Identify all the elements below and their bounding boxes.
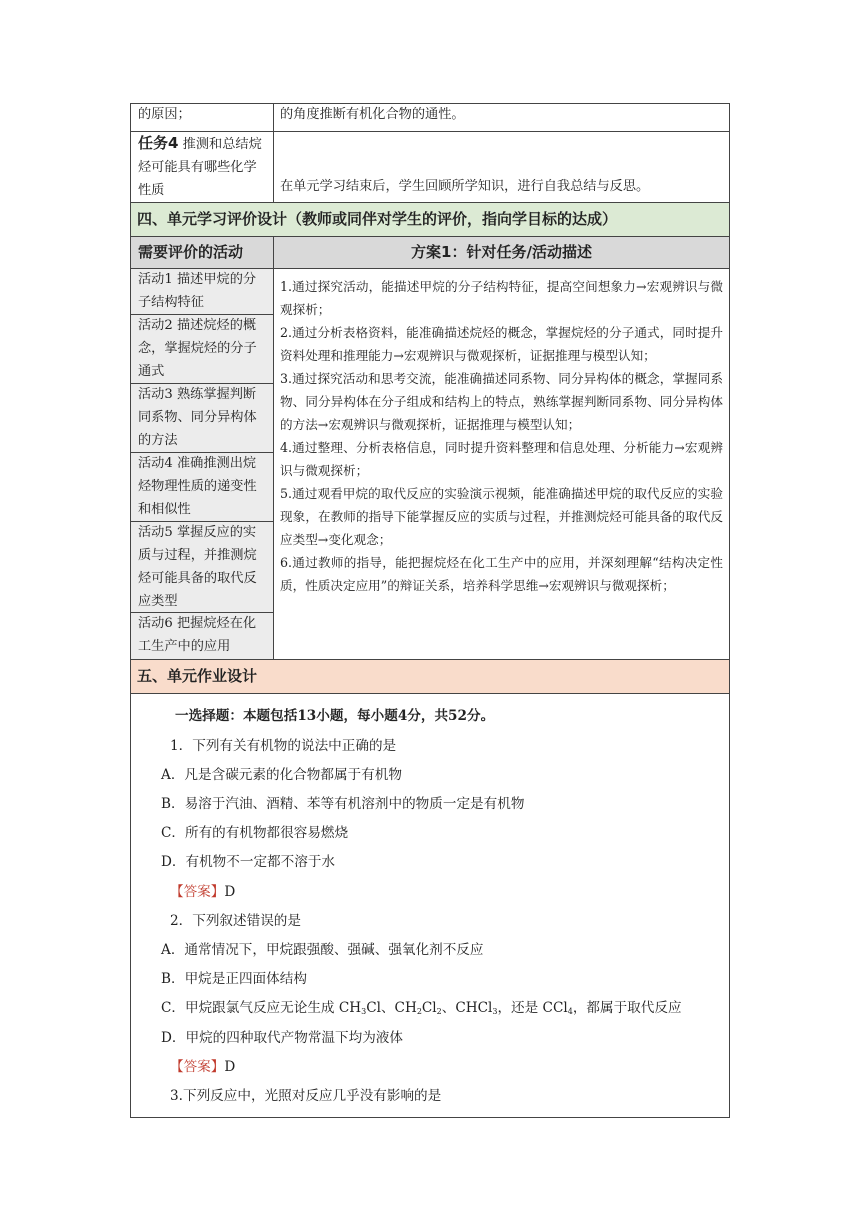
row-reason-right: 的角度推断有机化合物的通性。 xyxy=(274,104,730,132)
q1-answer xyxy=(161,878,711,907)
activity-item: 活动5 掌握反应的实质与过程，并推测烷烃可能具备的取代反应类型 xyxy=(131,522,273,613)
answer-value: D xyxy=(224,1058,236,1075)
q2-c-text: C．甲烷跟氯气反应无论生成 CH xyxy=(161,1000,362,1017)
question-1: 1．下列有关有机物的说法中正确的是 xyxy=(170,737,397,754)
description-item: 6.通过教师的指导，能把握烷烃在化工生产中的应用，并深刻理解“结构决定性质，性质决定应用”的辩证关系，培养科学思维→宏观辨识与微观探析； xyxy=(280,555,723,594)
task4-label: 任务4 xyxy=(138,134,179,152)
description-item: 5.通过观看甲烷的取代反应的实验演示视频，能准确描述甲烷的取代反应的实验现象，在教师的指导下能掌握反应的实质与过程，并推测烷烃可能具备的取代反应类型→变化观念； xyxy=(280,486,723,548)
select-heading: 一选择题：本题包括13小题，每小题4分，共52分。 xyxy=(175,708,495,725)
activity-item: 活动4 准确推测出烷烃物理性质的递变性和相似性 xyxy=(131,453,273,522)
q2-option-c: C．甲烷跟氯气反应无论生成 $CH_3Cl$、$CH_2Cl_2$、CHCl$_3$，还是 CCl$_4$，都属于取代反应 xyxy=(161,1000,682,1017)
description-item: 4.通过整理、分析表格信息，同时提升资料整理和信息处理、分析能力→宏观辨识与微观探析； xyxy=(280,440,723,479)
task4-right-cell xyxy=(274,132,730,203)
question-2: 2．下列叙述错误的是 xyxy=(170,912,301,929)
answer-value: D xyxy=(224,883,236,900)
section4-title: 四、单元学习评价设计（教师或同伴对学生的评价，指向学目标的达成） xyxy=(131,203,730,237)
activity-item: 活动1 描述甲烷的分子结构特征 xyxy=(131,269,273,315)
q2-c-text-3: ，都属于取代反应 xyxy=(572,1000,682,1017)
row-reason-left: 的原因； xyxy=(131,104,274,132)
answer-label: 【答案】 xyxy=(170,1058,225,1075)
q2-c-text-2: ，还是 CCl xyxy=(497,1000,568,1017)
q2-option: D．甲烷的四种取代产物常温下均为液体 xyxy=(161,1029,403,1046)
document-table-container xyxy=(130,103,730,1118)
q1-option: C．所有的有机物都很容易燃烧 xyxy=(161,825,349,842)
activity-item: 活动3 熟练掌握判断同系物、同分异构体的方法 xyxy=(131,384,273,453)
col-activity-header: 需要评价的活动 xyxy=(131,237,274,269)
q1-option: D．有机物不一定都不溶于水 xyxy=(161,854,336,871)
description-item: 3.通过探究活动和思考交流，能准确描述同系物、同分异构体的概念，掌握同系物、同分异构体在分子组成和结构上的特点，熟练掌握判断同系物、同分异构体的方法→宏观辨识与微观探析，证据推理与模型认知； xyxy=(280,371,723,433)
activity-item: 活动6 把握烷烃在化工生产中的应用 xyxy=(138,616,257,655)
q1-option: B．易溶于汽油、酒精、苯等有机溶剂中的物质一定是有机物 xyxy=(161,796,525,812)
task4-cell xyxy=(131,132,274,203)
q2-option: B．甲烷是正四面体结构 xyxy=(161,971,307,988)
task4-text: 推测和总结烷烃可能具有哪些化学性质 xyxy=(138,137,262,198)
description-item: 1.通过探究活动，能描述甲烷的分子结构特征，提高空间想象力→宏观辨识与微观探析； xyxy=(280,279,723,318)
description-item: 2.通过分析表格资料，能准确描述烷烃的概念，掌握烷烃的分子通式，同时提升资料处理和推理能力→宏观辨识与微观探析，证据推理与模型认知； xyxy=(280,325,723,364)
activity-item: 活动2 描述烷烃的概念，掌握烷烃的分子通式 xyxy=(131,315,273,384)
task4-reflection: 在单元学习结束后，学生回顾所学知识，进行自我总结与反思。 xyxy=(280,178,650,194)
q2-answer xyxy=(161,1053,711,1082)
section5-title: 五、单元作业设计 xyxy=(131,660,730,694)
unit-design-table xyxy=(130,103,730,1118)
homework-cell xyxy=(131,694,730,1118)
q1-option: A．凡是含碳元素的化合物都属于有机物 xyxy=(161,766,402,783)
activity-list-cell xyxy=(131,269,274,660)
col-plan-header: 方案1：针对任务/活动描述 xyxy=(274,237,730,269)
question-3: 3.下列反应中，光照对反应几乎没有影响的是 xyxy=(170,1088,442,1105)
descriptions-cell xyxy=(274,269,730,660)
answer-label: 【答案】 xyxy=(170,883,225,900)
q2-option: A．通常情况下，甲烷跟强酸、强碱、强氧化剂不反应 xyxy=(161,942,484,959)
